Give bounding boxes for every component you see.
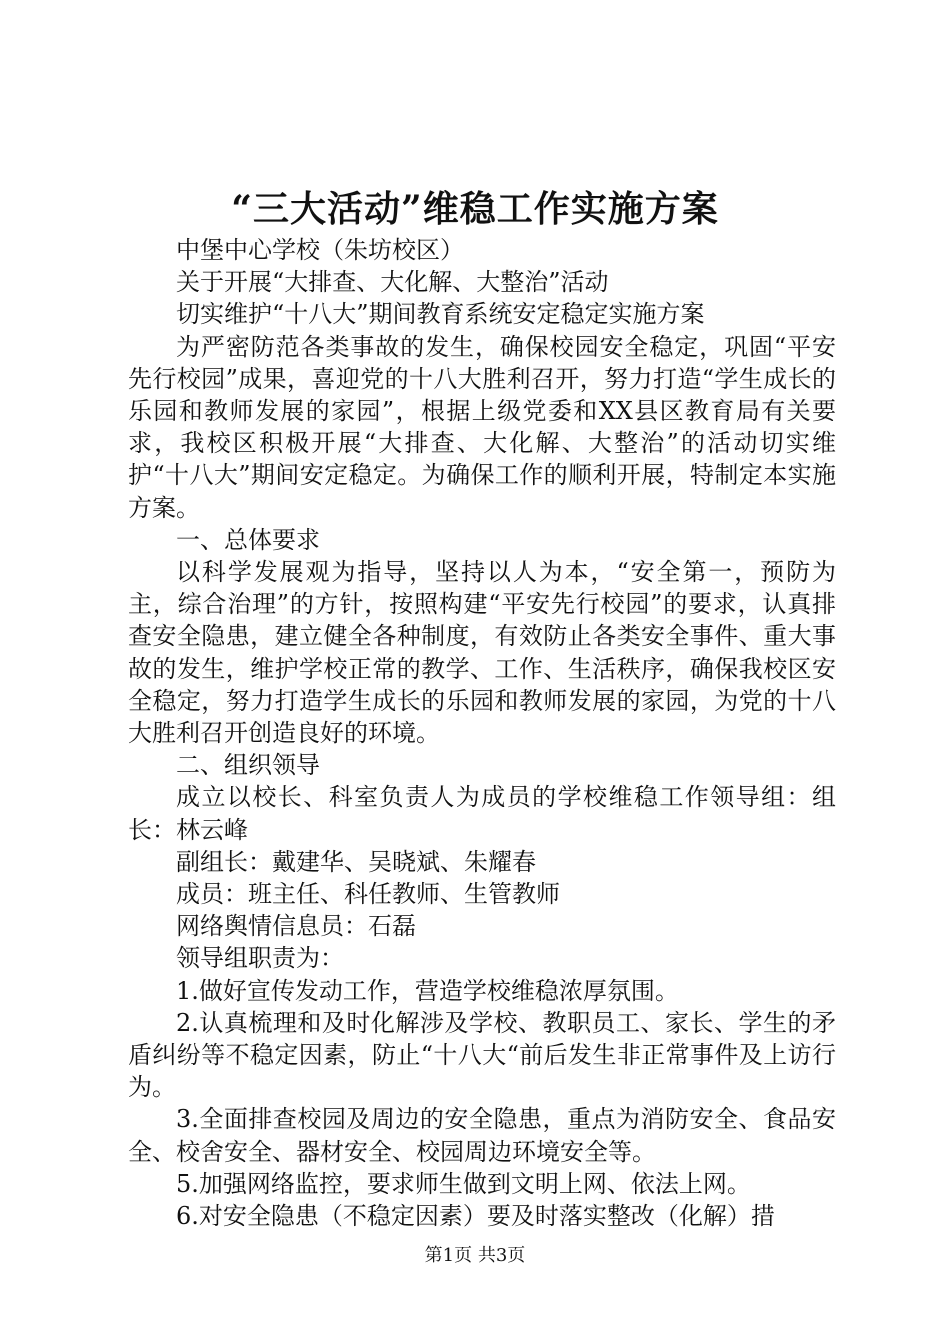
duties-heading: 领导组职责为：: [176, 944, 344, 973]
general-requirements-paragraph: 以科学发展观为指导，坚持以人为本，“安全第一，预防为主，综合治理”的方针，按照构建“平安先行校园”的要求，认真排查安全隐患，建立健全各种制度，有效防止各类安全事件、重大事故的发生，维护学校正常的教学、工作、生活秩序，确保我校区安全稳定，努力打造学生成长的乐园和教师发展的家园，为党的十八大胜利召开创造良好的环境。: [128, 558, 836, 748]
duty-item-5: 5.加强网络监控，要求师生做到文明上网、依法上网。: [176, 1169, 751, 1198]
subtitle-line-1: 关于开展“大排查、大化解、大整治”活动: [176, 268, 609, 297]
duty-item-6: 6.对安全隐患（不稳定因素）要及时落实整改（化解）措: [176, 1202, 775, 1231]
school-name: 中堡中心学校（朱坊校区）: [176, 236, 464, 264]
deputy-leaders: 副组长：戴建华、吴晓斌、朱耀春: [176, 847, 536, 876]
duty-item-2: 2.认真梳理和及时化解涉及学校、教职员工、家长、学生的矛盾纠纷等不稳定因素，防止“十八大“前后发生非正常事件及上访行为。: [128, 1008, 836, 1102]
duty-item-1: 1.做好宣传发动工作，营造学校维稳浓厚氛围。: [176, 976, 679, 1005]
section-heading-general: 一、总体要求: [176, 525, 320, 554]
subtitle-line-2: 切实维护“十八大”期间教育系统安定稳定实施方案: [176, 300, 705, 329]
section-heading-organization: 二、组织领导: [176, 751, 320, 780]
members: 成员：班主任、科任教师、生管教师: [176, 880, 560, 909]
page-footer: 第1页 共3页: [424, 1245, 526, 1266]
duty-item-3: 3.全面排查校园及周边的安全隐患，重点为消防安全、食品安全、校舍安全、器材安全、校园周边环境安全等。: [128, 1105, 836, 1166]
document-body: [128, 234, 836, 1232]
leadership-group-paragraph: 成立以校长、科室负责人为成员的学校维稳工作领导组：组长：林云峰: [128, 783, 836, 844]
network-officer: 网络舆情信息员：石磊: [176, 912, 416, 941]
document-title: “三大活动”维稳工作实施方案: [231, 188, 719, 230]
intro-paragraph: 为严密防范各类事故的发生，确保校园安全稳定，巩固“平安先行校园”成果，喜迎党的十八大胜利召开，努力打造“学生成长的乐园和教师发展的家园”，根据上级党委和XX县区教育局有关要求，我校区积极开展“大排查、大化解、大整治”的活动切实维护“十八大”期间安定稳定。为确保工作的顺利开展，特制定本实施方案。: [128, 332, 836, 522]
